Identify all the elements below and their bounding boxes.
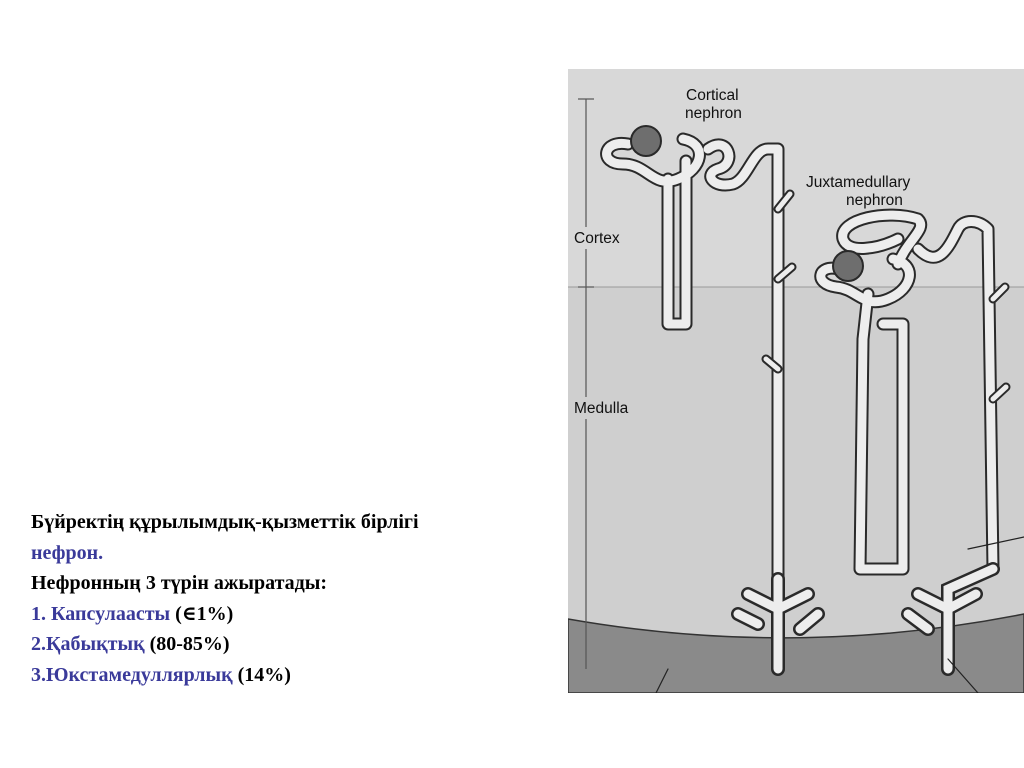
type-item-percent: (14%) [237,663,291,686]
cortical-label-line2: nephron [685,105,742,122]
types-intro-line: Нефронның 3 түрін ажыратады: [31,572,328,594]
glomerulus [631,126,661,156]
type-item-percent: (∈1%) [175,602,234,625]
type-item-cortical [31,629,551,660]
cortex-label: Cortex [574,230,620,247]
type-item-label: 1. Капсулаасты [31,602,176,625]
cortex-zone [568,69,1024,287]
slide-text-block [31,507,551,690]
cortical-label-line1: Cortical [686,87,739,104]
juxta-label-line1: Juxtamedullary [806,174,911,191]
definition-line: Бүйректің құрылымдық-қызметтік бірлігі [31,511,419,533]
type-item-percent: (80-85%) [149,633,230,655]
medulla-label: Medulla [574,400,629,417]
nephron-diagram-svg [568,69,1024,693]
nephron-diagram [568,69,1024,693]
juxta-label-line2: nephron [846,192,903,209]
type-item-juxtamedullary [31,660,551,691]
type-item-label: 2.Қабықтық [31,633,150,655]
type-item-subcapsular [31,599,551,630]
glomerulus [833,251,863,281]
nephron-term: нефрон. [31,541,104,564]
type-item-label: 3.Юкстамедуллярлық [31,663,238,686]
